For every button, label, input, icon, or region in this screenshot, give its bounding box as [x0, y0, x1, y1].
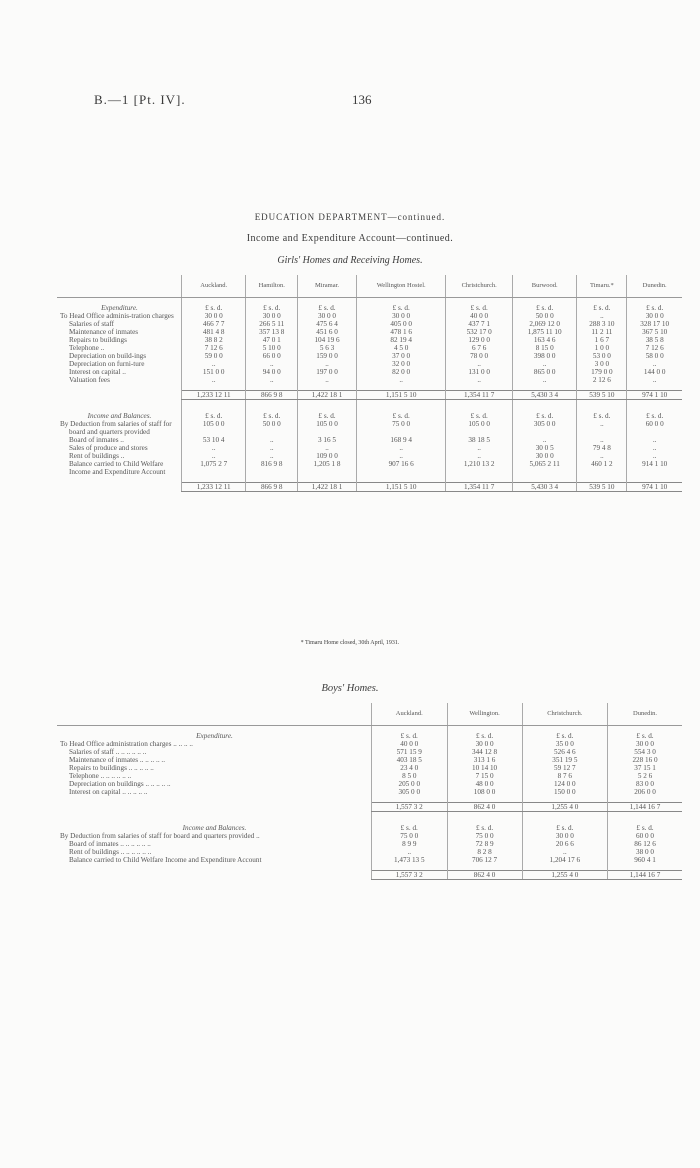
currency-cell: £ s. d.: [446, 304, 513, 312]
value-cell: ..: [446, 444, 513, 452]
row-label: Board of inmates ..: [69, 436, 124, 444]
girls-label-header: [57, 275, 182, 298]
currency-cell: £ s. d.: [356, 304, 445, 312]
table-row: [57, 336, 682, 344]
boys-col-header: Wellington.: [447, 703, 522, 726]
total-cell: 539 5 10: [577, 483, 627, 492]
table-row: [57, 856, 682, 864]
value-cell: ..: [182, 360, 246, 368]
currency-cell: £ s. d.: [182, 304, 246, 312]
row-label: By Deduction from salaries of staff for board and quarters provided: [60, 420, 172, 436]
value-cell: 11 2 11: [577, 328, 627, 336]
value-cell: 8 5 0: [372, 772, 448, 780]
value-cell: 35 0 0: [522, 740, 607, 748]
value-cell: 124 0 0: [522, 780, 607, 788]
value-cell: 75 0 0: [447, 832, 522, 840]
value-cell: 8 7 6: [522, 772, 607, 780]
value-cell: 66 0 0: [246, 352, 298, 360]
value-cell: 40 0 0: [446, 312, 513, 320]
value-cell: 163 4 6: [512, 336, 576, 344]
boys-income-total-row: [57, 871, 682, 880]
girls-homes-title: Girls' Homes and Receiving Homes.: [277, 255, 423, 266]
currency-cell: £ s. d.: [356, 412, 445, 420]
table-row: [57, 444, 682, 452]
currency-cell: £ s. d.: [447, 824, 522, 832]
row-label: Board of inmates .. .. .. .. .. ..: [69, 840, 151, 848]
value-cell: 197 0 0: [298, 368, 357, 376]
table-row: [57, 376, 682, 384]
value-cell: 907 16 6: [356, 460, 445, 476]
total-cell: 5,430 3 4: [512, 391, 576, 400]
value-cell: 7 15 0: [447, 772, 522, 780]
expenditure-heading: Expenditure.: [196, 732, 233, 740]
currency-cell: £ s. d.: [627, 304, 682, 312]
currency-cell: £ s. d.: [298, 412, 357, 420]
table-row: [57, 772, 682, 780]
account-title: Income and Expenditure Account—continued.: [246, 233, 454, 244]
value-cell: 305 0 0: [512, 420, 576, 436]
value-cell: 30 0 5: [512, 444, 576, 452]
value-cell: 554 3 0: [608, 748, 682, 756]
boys-homes-table: [57, 703, 682, 880]
total-cell: 1,422 18 1: [298, 391, 357, 400]
girls-col-header: Miramar.: [298, 275, 357, 298]
page-header-ref: B.—1 [Pt. IV].: [94, 92, 186, 107]
value-cell: 2 12 6: [577, 376, 627, 384]
girls-col-header: Wellington Hostel.: [356, 275, 445, 298]
value-cell: 865 0 0: [512, 368, 576, 376]
currency-cell: £ s. d.: [577, 412, 627, 420]
value-cell: ..: [446, 376, 513, 384]
value-cell: 38 0 0: [608, 848, 682, 856]
total-cell: 1,144 16 7: [608, 803, 682, 812]
value-cell: 2,069 12 0: [512, 320, 576, 328]
row-label: Interest on capital ..: [69, 368, 126, 376]
currency-cell: £ s. d.: [627, 412, 682, 420]
value-cell: 59 0 0: [182, 352, 246, 360]
value-cell: 30 0 0: [356, 312, 445, 320]
total-cell: 1,151 5 10: [356, 483, 445, 492]
value-cell: 7 12 6: [627, 344, 682, 352]
value-cell: 1,075 2 7: [182, 460, 246, 476]
value-cell: 8 2 8: [447, 848, 522, 856]
table-row: [57, 360, 682, 368]
row-label: Rent of buildings .. .. .. .. .. ..: [69, 848, 152, 856]
value-cell: ..: [182, 376, 246, 384]
value-cell: 481 4 8: [182, 328, 246, 336]
table-row: [57, 328, 682, 336]
currency-cell: £ s. d.: [522, 824, 607, 832]
value-cell: ..: [627, 436, 682, 444]
value-cell: ..: [512, 360, 576, 368]
boys-label-header: [57, 703, 372, 726]
value-cell: 53 10 4: [182, 436, 246, 444]
table-row: [57, 848, 682, 856]
girls-col-header: Christchurch.: [446, 275, 513, 298]
value-cell: ..: [446, 452, 513, 460]
currency-cell: £ s. d.: [446, 412, 513, 420]
value-cell: 460 1 2: [577, 460, 627, 476]
value-cell: 205 0 0: [372, 780, 448, 788]
value-cell: 3 0 0: [577, 360, 627, 368]
value-cell: 5 10 0: [246, 344, 298, 352]
value-cell: 30 0 0: [182, 312, 246, 320]
value-cell: 206 0 0: [608, 788, 682, 796]
value-cell: 47 0 1: [246, 336, 298, 344]
value-cell: 108 0 0: [447, 788, 522, 796]
value-cell: 398 0 0: [512, 352, 576, 360]
value-cell: ..: [627, 452, 682, 460]
value-cell: 403 18 5: [372, 756, 448, 764]
currency-cell: £ s. d.: [372, 732, 448, 740]
table-row: [57, 788, 682, 796]
value-cell: 131 0 0: [446, 368, 513, 376]
girls-col-header: Hamilton.: [246, 275, 298, 298]
value-cell: 5,065 2 11: [512, 460, 576, 476]
value-cell: ..: [627, 444, 682, 452]
value-cell: 706 12 7: [447, 856, 522, 864]
value-cell: ..: [298, 360, 357, 368]
value-cell: 159 0 0: [298, 352, 357, 360]
row-label: To Head Office adminis-tration charges: [60, 312, 174, 320]
boys-col-header: Christchurch.: [522, 703, 607, 726]
value-cell: 228 16 0: [608, 756, 682, 764]
value-cell: 60 0 0: [627, 420, 682, 436]
value-cell: ..: [182, 444, 246, 452]
value-cell: ..: [246, 436, 298, 444]
total-cell: 1,255 4 0: [522, 803, 607, 812]
value-cell: 351 19 5: [522, 756, 607, 764]
value-cell: 109 0 0: [298, 452, 357, 460]
value-cell: 150 0 0: [522, 788, 607, 796]
currency-cell: £ s. d.: [608, 732, 682, 740]
value-cell: ..: [356, 452, 445, 460]
value-cell: 305 0 0: [372, 788, 448, 796]
total-cell: 866 9 8: [246, 391, 298, 400]
value-cell: ..: [298, 444, 357, 452]
value-cell: 104 19 6: [298, 336, 357, 344]
table-row: [57, 460, 682, 476]
value-cell: 288 3 10: [577, 320, 627, 328]
table-row: [57, 748, 682, 756]
value-cell: 78 0 0: [446, 352, 513, 360]
girls-homes-table: [57, 275, 682, 492]
currency-cell: £ s. d.: [298, 304, 357, 312]
boys-col-header: Dunedin.: [608, 703, 682, 726]
value-cell: 59 12 7: [522, 764, 607, 772]
value-cell: ..: [246, 452, 298, 460]
table-row: [57, 312, 682, 320]
value-cell: ..: [246, 376, 298, 384]
value-cell: 79 4 8: [577, 444, 627, 452]
value-cell: ..: [577, 420, 627, 436]
currency-cell: £ s. d.: [577, 304, 627, 312]
value-cell: 313 1 6: [447, 756, 522, 764]
value-cell: 6 7 6: [446, 344, 513, 352]
girls-income-total-row: [57, 483, 682, 492]
total-cell: 539 5 10: [577, 391, 627, 400]
value-cell: 37 0 0: [356, 352, 445, 360]
value-cell: 475 6 4: [298, 320, 357, 328]
table-row: [57, 368, 682, 376]
value-cell: ..: [577, 436, 627, 444]
total-cell: 1,354 11 7: [446, 391, 513, 400]
value-cell: 168 9 4: [356, 436, 445, 444]
value-cell: 5 2 6: [608, 772, 682, 780]
total-cell: 1,233 12 11: [182, 483, 246, 492]
value-cell: 1,473 13 5: [372, 856, 448, 864]
value-cell: 48 0 0: [447, 780, 522, 788]
value-cell: ..: [246, 444, 298, 452]
row-label: Balance carried to Child Welfare Income and Expenditure Account: [69, 460, 166, 476]
girls-col-header: Dunedin.: [627, 275, 682, 298]
value-cell: ..: [356, 444, 445, 452]
boys-expenditure-total-row: [57, 803, 682, 812]
row-label: Telephone ..: [69, 344, 105, 352]
total-cell: 1,354 11 7: [446, 483, 513, 492]
value-cell: 50 0 0: [512, 312, 576, 320]
girls-col-header: Burwood.: [512, 275, 576, 298]
table-row: [57, 780, 682, 788]
value-cell: 144 0 0: [627, 368, 682, 376]
value-cell: 10 14 10: [447, 764, 522, 772]
table-row: [57, 436, 682, 444]
value-cell: 30 0 0: [246, 312, 298, 320]
currency-cell: £ s. d.: [608, 824, 682, 832]
row-label: Depreciation on furni-ture: [69, 360, 145, 368]
total-cell: 862 4 0: [447, 803, 522, 812]
value-cell: 532 17 0: [446, 328, 513, 336]
girls-expenditure-total-row: [57, 391, 682, 400]
value-cell: 75 0 0: [356, 420, 445, 436]
row-label: By Deduction from salaries of staff for board and quarters provided ..: [60, 832, 260, 840]
total-cell: 5,430 3 4: [512, 483, 576, 492]
table-row: [57, 832, 682, 840]
value-cell: 466 7 7: [182, 320, 246, 328]
value-cell: 40 0 0: [372, 740, 448, 748]
value-cell: 526 4 6: [522, 748, 607, 756]
total-cell: 974 1 10: [627, 391, 682, 400]
value-cell: 478 1 6: [356, 328, 445, 336]
total-cell: 1,255 4 0: [522, 871, 607, 880]
total-cell: 1,557 3 2: [372, 871, 448, 880]
value-cell: 1 0 0: [577, 344, 627, 352]
value-cell: ..: [627, 360, 682, 368]
income-heading: Income and Balances.: [87, 412, 152, 420]
boys-expenditure-heading-row: [57, 732, 682, 740]
value-cell: ..: [627, 376, 682, 384]
expenditure-heading: Expenditure.: [101, 304, 138, 312]
value-cell: ..: [512, 436, 576, 444]
boys-income-heading-row: [57, 824, 682, 832]
value-cell: ..: [577, 312, 627, 320]
currency-cell: £ s. d.: [522, 732, 607, 740]
value-cell: 571 15 9: [372, 748, 448, 756]
value-cell: 50 0 0: [246, 420, 298, 436]
total-cell: 1,144 16 7: [608, 871, 682, 880]
value-cell: 266 5 11: [246, 320, 298, 328]
table-row: [57, 740, 682, 748]
value-cell: 105 0 0: [446, 420, 513, 436]
total-cell: 1,233 12 11: [182, 391, 246, 400]
table-row: [57, 764, 682, 772]
girls-income-currency-row: [57, 412, 682, 420]
value-cell: 1 6 7: [577, 336, 627, 344]
table-row: [57, 452, 682, 460]
value-cell: 3 16 5: [298, 436, 357, 444]
value-cell: ..: [298, 376, 357, 384]
currency-cell: £ s. d.: [246, 304, 298, 312]
total-cell: 1,151 5 10: [356, 391, 445, 400]
table-row: [57, 320, 682, 328]
boys-homes-title: Boys' Homes.: [321, 683, 379, 694]
row-label: Sales of produce and stores: [69, 444, 148, 452]
row-label: Salaries of staff .. .. .. .. .. ..: [69, 748, 147, 756]
row-label: Maintenance of inmates: [69, 328, 139, 336]
value-cell: 30 0 0: [627, 312, 682, 320]
value-cell: 105 0 0: [182, 420, 246, 436]
value-cell: 30 0 0: [298, 312, 357, 320]
value-cell: 37 15 1: [608, 764, 682, 772]
value-cell: 179 0 0: [577, 368, 627, 376]
value-cell: 1,205 1 8: [298, 460, 357, 476]
table-row: [57, 840, 682, 848]
girls-col-header: Auckland.: [182, 275, 246, 298]
value-cell: 72 8 9: [447, 840, 522, 848]
value-cell: 357 13 8: [246, 328, 298, 336]
value-cell: 38 8 2: [182, 336, 246, 344]
row-label: Maintenance of inmates .. .. .. .. ..: [69, 756, 166, 764]
value-cell: ..: [577, 452, 627, 460]
currency-cell: £ s. d.: [246, 412, 298, 420]
row-label: Rent of buildings ..: [69, 452, 125, 460]
value-cell: ..: [446, 360, 513, 368]
value-cell: 53 0 0: [577, 352, 627, 360]
value-cell: 344 12 8: [447, 748, 522, 756]
value-cell: 960 4 1: [608, 856, 682, 864]
value-cell: 20 6 6: [522, 840, 607, 848]
value-cell: 30 0 0: [522, 832, 607, 840]
girls-col-header: Timaru.*: [577, 275, 627, 298]
value-cell: 151 0 0: [182, 368, 246, 376]
value-cell: 7 12 6: [182, 344, 246, 352]
value-cell: 1,875 11 10: [512, 328, 576, 336]
total-cell: 866 9 8: [246, 483, 298, 492]
row-label: To Head Office administration charges .. .. .. ..: [60, 740, 193, 748]
boys-header-row: [57, 703, 682, 726]
currency-cell: £ s. d.: [182, 412, 246, 420]
value-cell: 816 9 8: [246, 460, 298, 476]
table-row: [57, 352, 682, 360]
value-cell: 82 0 0: [356, 368, 445, 376]
value-cell: ..: [182, 452, 246, 460]
table-row: [57, 756, 682, 764]
currency-cell: £ s. d.: [512, 412, 576, 420]
value-cell: ..: [356, 376, 445, 384]
value-cell: 86 12 6: [608, 840, 682, 848]
value-cell: 1,210 13 2: [446, 460, 513, 476]
value-cell: 328 17 10: [627, 320, 682, 328]
page-number: 136: [352, 92, 372, 107]
total-cell: 1,422 18 1: [298, 483, 357, 492]
girls-header-row: [57, 275, 682, 298]
row-label: Telephone .. .. .. .. .. ..: [69, 772, 132, 780]
value-cell: 38 18 5: [446, 436, 513, 444]
currency-cell: £ s. d.: [512, 304, 576, 312]
boys-col-header: Auckland.: [372, 703, 448, 726]
value-cell: 30 0 0: [608, 740, 682, 748]
currency-cell: £ s. d.: [447, 732, 522, 740]
total-cell: 1,557 3 2: [372, 803, 448, 812]
row-label: Interest on capital .. .. .. .. ..: [69, 788, 148, 796]
footnote: * Timaru Home closed, 30th April, 1931.: [300, 640, 400, 646]
income-heading: Income and Balances.: [182, 824, 247, 832]
currency-cell: £ s. d.: [372, 824, 448, 832]
table-row: [57, 344, 682, 352]
value-cell: 82 19 4: [356, 336, 445, 344]
value-cell: 105 0 0: [298, 420, 357, 436]
value-cell: 4 5 0: [356, 344, 445, 352]
value-cell: 75 0 0: [372, 832, 448, 840]
value-cell: 23 4 0: [372, 764, 448, 772]
row-label: Salaries of staff: [69, 320, 114, 328]
table-row: [57, 420, 682, 436]
value-cell: 5 6 3: [298, 344, 357, 352]
value-cell: 914 1 10: [627, 460, 682, 476]
girls-currency-row: [57, 304, 682, 312]
total-cell: 974 1 10: [627, 483, 682, 492]
value-cell: ..: [522, 848, 607, 856]
value-cell: ..: [246, 360, 298, 368]
value-cell: ..: [372, 848, 448, 856]
value-cell: 437 7 1: [446, 320, 513, 328]
row-label: Repairs to buildings .. .. .. .. ..: [69, 764, 154, 772]
row-label: Repairs to buildings: [69, 336, 127, 344]
value-cell: 38 5 8: [627, 336, 682, 344]
value-cell: 30 0 0: [447, 740, 522, 748]
value-cell: 8 9 9: [372, 840, 448, 848]
value-cell: 32 0 0: [356, 360, 445, 368]
row-label: Depreciation on build-ings: [69, 352, 147, 360]
total-cell: 862 4 0: [447, 871, 522, 880]
value-cell: 58 0 0: [627, 352, 682, 360]
value-cell: 129 0 0: [446, 336, 513, 344]
value-cell: 30 0 0: [512, 452, 576, 460]
row-label: Balance carried to Child Welfare Income and Expenditure Account: [69, 856, 262, 864]
department-title: EDUCATION DEPARTMENT—continued.: [254, 212, 446, 222]
value-cell: 1,204 17 6: [522, 856, 607, 864]
value-cell: 8 15 0: [512, 344, 576, 352]
row-label: Depreciation on buildings .. .. .. .. ..: [69, 780, 171, 788]
value-cell: 405 0 0: [356, 320, 445, 328]
value-cell: 451 6 0: [298, 328, 357, 336]
value-cell: 60 0 0: [608, 832, 682, 840]
value-cell: 94 0 0: [246, 368, 298, 376]
value-cell: 367 5 10: [627, 328, 682, 336]
value-cell: 83 0 0: [608, 780, 682, 788]
row-label: Valuation fees: [69, 376, 110, 384]
value-cell: ..: [512, 376, 576, 384]
